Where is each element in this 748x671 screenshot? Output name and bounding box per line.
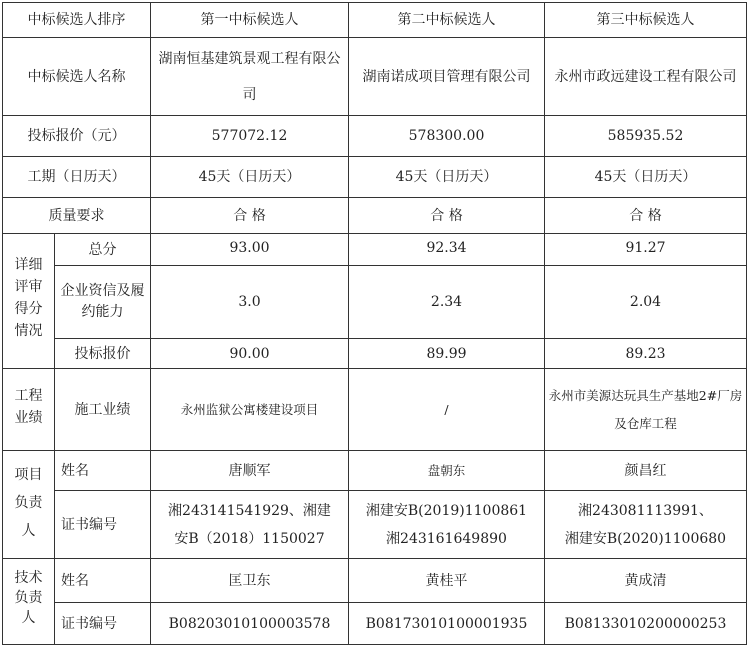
first-total-score: 93.00 [151, 234, 349, 266]
third-qualification-score: 2.04 [545, 266, 747, 339]
second-project-manager-cert-line-1: 湘建安B(2019)1100861 [365, 502, 528, 519]
second-bid-price-score: 89.99 [349, 339, 545, 369]
rank-header: 中标候选人排序 [3, 3, 151, 38]
first-project-manager-cert-line-2: 安B（2018）1150027 [174, 530, 325, 547]
second-project-manager-cert-line-2: 湘243161649890 [386, 530, 507, 547]
quality-row [3, 198, 747, 234]
performance-row [3, 369, 747, 451]
tech-lead-name-label: 姓名 [55, 559, 151, 603]
project-manager-name-label: 姓名 [55, 451, 151, 491]
detail-score-label-text: 详细评审得分情况 [14, 257, 43, 339]
first-bid-price: 577072.12 [151, 116, 349, 157]
second-tech-lead-name: 黄桂平 [349, 559, 545, 603]
tech-lead-label-text: 技术负责人 [14, 570, 43, 626]
first-project-manager-cert [151, 491, 349, 559]
tech-lead-name-row [3, 559, 747, 603]
second-total-score: 92.34 [349, 234, 545, 266]
third-bid-price-score: 89.23 [545, 339, 747, 369]
third-quality: 合 格 [545, 198, 747, 234]
bid-price-score-row [3, 339, 747, 369]
first-candidate-name: 湖南恒基建筑景观工程有限公司 [151, 38, 349, 116]
candidate-name-row [3, 38, 747, 116]
second-project-manager-cert [349, 491, 545, 559]
third-project-manager-cert-line-2: 湘建安B(2020)1100680 [564, 530, 727, 547]
performance-sub-label: 施工业绩 [55, 369, 151, 451]
first-performance: 永州监狱公寓楼建设项目 [151, 369, 349, 451]
qualification-score-label: 企业资信及履约能力 [55, 266, 151, 339]
second-candidate-name: 湖南诺成项目管理有限公司 [349, 38, 545, 116]
third-candidate-header: 第三中标候选人 [545, 3, 747, 38]
third-performance: 永州市美源达玩具生产基地2#厂房及仓库工程 [545, 369, 747, 451]
candidate-name-label: 中标候选人名称 [3, 38, 151, 116]
bid-price-score-label: 投标报价 [55, 339, 151, 369]
quality-label: 质量要求 [3, 198, 151, 234]
first-qualification-score: 3.0 [151, 266, 349, 339]
first-bid-price-score: 90.00 [151, 339, 349, 369]
tech-lead-cert-label: 证书编号 [55, 603, 151, 645]
third-total-score: 91.27 [545, 234, 747, 266]
total-score-label: 总分 [55, 234, 151, 266]
bid-candidates-table [2, 2, 747, 645]
first-project-manager-name: 唐顺军 [151, 451, 349, 491]
construction-period-row [3, 157, 747, 198]
first-candidate-header: 第一中标候选人 [151, 3, 349, 38]
third-candidate-name: 永州市政远建设工程有限公司 [545, 38, 747, 116]
construction-period-label: 工期（日历天） [3, 157, 151, 198]
first-project-manager-cert-line-1: 湘243141541929、湘建 [168, 502, 331, 519]
second-qualification-score: 2.34 [349, 266, 545, 339]
project-manager-cert-label: 证书编号 [55, 491, 151, 559]
bid-price-row [3, 116, 747, 157]
third-project-manager-cert [545, 491, 747, 559]
third-tech-lead-cert: B08133010200000253 [545, 603, 747, 645]
second-project-manager-name: 盘朝东 [349, 451, 545, 491]
second-performance: / [349, 369, 545, 451]
first-quality: 合 格 [151, 198, 349, 234]
tech-lead-label [3, 559, 55, 645]
third-project-manager-cert-line-1: 湘243081113991、 [578, 502, 713, 519]
project-manager-cert-row [3, 491, 747, 559]
third-project-manager-name: 颜昌红 [545, 451, 747, 491]
qualification-score-row [3, 266, 747, 339]
project-manager-label [3, 451, 55, 559]
project-manager-label-text: 项目负责人 [14, 467, 43, 539]
first-construction-period: 45天（日历天） [151, 157, 349, 198]
project-manager-name-row [3, 451, 747, 491]
tech-lead-cert-row [3, 603, 747, 645]
second-candidate-header: 第二中标候选人 [349, 3, 545, 38]
total-score-row [3, 234, 747, 266]
third-construction-period: 45天（日历天） [545, 157, 747, 198]
first-tech-lead-cert: B08203010100003578 [151, 603, 349, 645]
bid-price-label: 投标报价（元） [3, 116, 151, 157]
performance-label-text: 工程业绩 [14, 387, 43, 426]
second-construction-period: 45天（日历天） [349, 157, 545, 198]
second-quality: 合 格 [349, 198, 545, 234]
third-bid-price: 585935.52 [545, 116, 747, 157]
header-row [3, 3, 747, 38]
third-tech-lead-name: 黄成清 [545, 559, 747, 603]
performance-label [3, 369, 55, 451]
second-tech-lead-cert: B08173010100001935 [349, 603, 545, 645]
first-tech-lead-name: 匡卫东 [151, 559, 349, 603]
second-bid-price: 578300.00 [349, 116, 545, 157]
detail-score-label [3, 234, 55, 369]
